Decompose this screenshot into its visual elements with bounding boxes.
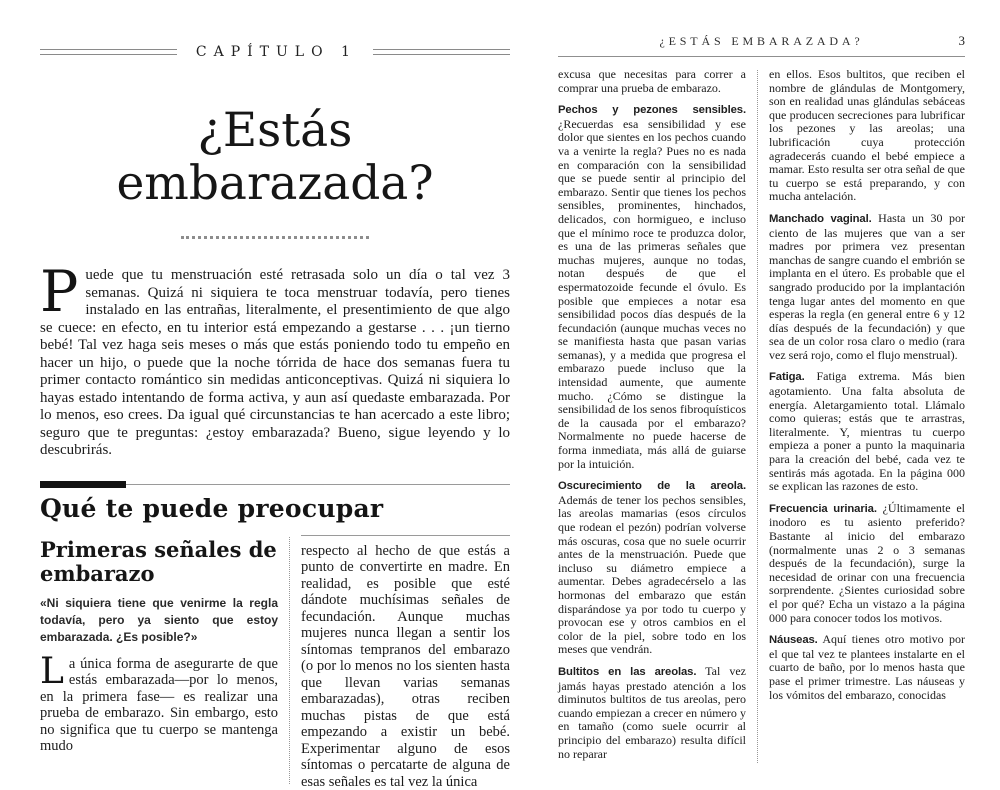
- chapter-title: ¿Estás embarazada?: [116, 103, 434, 212]
- body-paragraph: [558, 665, 746, 761]
- right-column-1: [558, 68, 746, 769]
- left-page-columns: [40, 535, 510, 790]
- running-head: [558, 34, 965, 57]
- paragraph-lead: Fatiga.: [769, 371, 805, 384]
- paragraph-lead: Bultitos en las areolas.: [558, 665, 697, 678]
- body-paragraph: [40, 650, 278, 755]
- body-paragraph: [558, 68, 746, 95]
- body-paragraph: [769, 502, 965, 625]
- column-divider: [289, 537, 290, 785]
- intro-paragraph: [40, 259, 510, 460]
- right-column-2: [769, 68, 965, 769]
- reader-quote: «Ni siquiera tiene que venirme la regla todavía, pero ya siento que estoy embarazada. ¿Es posible?»: [40, 595, 278, 644]
- intro-text: uede que tu menstruación esté retrasada solo un día o tal vez 3 semanas. Quizá ni siquiera te toca menstruar todavía, pero tienes instalado en las entrañas, literalmente, el presentimiento de que algo se cuece: en efecto, en tu interior está empezando a gestarse . . . ¡un tierno bebé! Tal vez haga seis meses o más que estás poniendo todo tu empeño en hacer un hijo, o puede que la noche tórrida de hace dos semanas fuera tu primer contacto romántico sin medidas anticonceptivas. Quizá ni siquiera lo hayas estado intentando de forma activa, y aun así quedaste embarazada. Por lo menos, eso crees. Da igual qué circunstancias te han acercado a este libro; seguro que te preguntas: ¿estoy embarazada? Bueno, sigue leyendo y lo descubrirás.: [40, 267, 510, 459]
- body-paragraph: [769, 633, 965, 702]
- paragraph-text: excusa que necesitas para correr a comprar una prueba de embarazo.: [558, 67, 746, 95]
- body-paragraph: [769, 370, 965, 493]
- paragraph-text: Tal vez jamás hayas prestado atención a los diminutos bultitos de tus areolas, pero cuando empiezan a crecer en número y en tamaño (como suele ocurrir al principio del embarazo) resulta difícil no reparar: [558, 663, 746, 761]
- paragraph-text: Además de tener los pechos sensibles, las areolas mamarias (esos círculos que rodean el pezón) podrían volverse más oscuras, cosa que no suele ocurrir antes de la menstruación. Puede que incluso su diámetro empiece a aumentar. Debes agradecérselo a las hormonas del embarazo que están disparándose ya por todo tu cuerpo y provocan ese y otros cambios en el color de la piel, sobre todo en los meses que vendrán.: [558, 492, 746, 657]
- section-heading: Qué te puede preocupar: [40, 493, 384, 523]
- paragraph-text: Aquí tienes otro motivo por el que tal vez te plantees instalarte en el cuarto de baño, por lo menos hasta que pase el primer trimestre. Las náuseas y los vómitos del embarazo, conocidas: [769, 632, 965, 702]
- body-paragraph: [769, 68, 965, 204]
- dropcap-p: P: [40, 259, 79, 326]
- paragraph-text: Fatiga extrema. Más bien agotamiento. Una falta absoluta de energía. Aletargamiento total. Llámalo como quieras; estás que te arrastras, literalmente. Y, mientras tu cuerpo empieza a poner a punto la maquinaria para la creación del bebé, cada vez te sentirás más agotada. En la página 000 se explican las razones de esto.: [769, 369, 966, 494]
- body-paragraph: [558, 103, 746, 471]
- paragraph-lead: Oscurecimiento de la areola.: [558, 480, 746, 493]
- paragraph-text: en ellos. Esos bultitos, que reciben el nombre de glándulas de Montgomery, son en realidad unas glándulas sebáceas que producen secreciones para lubrificar los pezones y las areolas; una lubrificación cuya protección agradecerás cuando el bebé empiece a mamar. Esto resulta ser otra señal de que tu cuerpo se está preparando, y con mucha antelación.: [769, 67, 965, 204]
- body-text: a única forma de asegurarte de que estás embarazada—por lo menos, en la primera fase— es realizar una prueba de embarazo. Sin embargo, esto no significa que tu cuerpo se mantenga mudo: [40, 655, 278, 755]
- paragraph-text: Hasta un 30 por ciento de las mujeres que van a ser madres por primera vez presentan manchas de sangre cuando el embrión se implanta en el útero. Es probable que el sangrado producido por la implantación tenga lugar antes del momento en que esperas la regla (en general entre 6 y 12 días después de la fecundación) y que sea de un color rosa claro o medio (rara vez será rojo, como el flujo menstrual).: [769, 210, 965, 362]
- left-column-1: [40, 535, 278, 790]
- right-page: [530, 0, 1000, 761]
- paragraph-text: ¿Últimamente el inodoro es tu asiento preferido? Bastante al inicio del embarazo (normalmente unas 2 o 3 semanas después de la fecundación), surge la necesidad de orinar con una frecuencia sorprendente. ¿Sientes curiosidad sobre el por qué? Echa un vistazo a la página 000 para conocer todos los motivos.: [769, 500, 965, 625]
- column-divider: [757, 70, 758, 763]
- section-heading-block: [40, 484, 510, 523]
- right-page-columns: [558, 68, 965, 769]
- body-paragraph: [558, 479, 746, 657]
- paragraph-lead: Pechos y pezones sensibles.: [558, 104, 746, 117]
- subsection-heading: Primeras señales de embarazo: [40, 536, 277, 586]
- dotted-divider: [181, 236, 369, 239]
- page-number: 3: [958, 33, 965, 48]
- paragraph-lead: Náuseas.: [769, 634, 818, 647]
- paragraph-lead: Manchado vaginal.: [769, 212, 872, 225]
- double-rule-left: [40, 49, 177, 55]
- dropcap-l: L: [40, 650, 64, 692]
- chapter-header: [40, 44, 510, 60]
- body-paragraph: [769, 212, 965, 363]
- left-column-2: [301, 535, 510, 790]
- body-paragraph: respecto al hecho de que estás a punto de convertirte en madre. En realidad, es posible que esté dándote muchísimas señales de fecundación. Aunque muchas mujeres nunca llegan a sentir los síntomas tempranos del embarazo (o por lo menos no los sienten hasta que llevan varias semanas embarazadas), otras reciben muchas pistas de que está empezando a existir un bebé. Experimentar alguno de esos síntomas o percatarte de alguna de esas señales es tal vez la única: [301, 542, 510, 790]
- running-head-title: ¿ESTÁS EMBARAZADA?: [659, 34, 864, 48]
- paragraph-lead: Frecuencia urinaria.: [769, 502, 877, 515]
- double-rule-right: [373, 49, 510, 55]
- chapter-label: CAPÍTULO 1: [195, 44, 357, 60]
- paragraph-text: ¿Recuerdas esa sensibilidad y ese dolor que sientes en los pechos cuando va a venirte la regla? Pues no es nada en comparación con la sensibilidad que se puede sentir al principio del embarazo. Sentir que tienes los pechos sensibles, prominentes, hinchados, delicados, con hormigueo, e incluso que el mínimo roce te produzca dolor, es una de las primeras señales que muchas mujeres, aunque no todas, notan después de que el espermatozoide fecunde el óvulo. Es posible que empieces a notar esa sensibilidad pocos días después de la fecundación (aunque muchas veces no se manifiesta hasta que pasan varias semanas), y a medida que progresa el embarazo puede incluso que la intensidad aumente, que aumente mucho. ¿Cómo se distingue la sensibilidad de los senos fibroquísticos de la causada por el embarazo? Normalmente no puede hacerse de forma inmediata, más allá de guiarse por la intuición.: [558, 116, 746, 471]
